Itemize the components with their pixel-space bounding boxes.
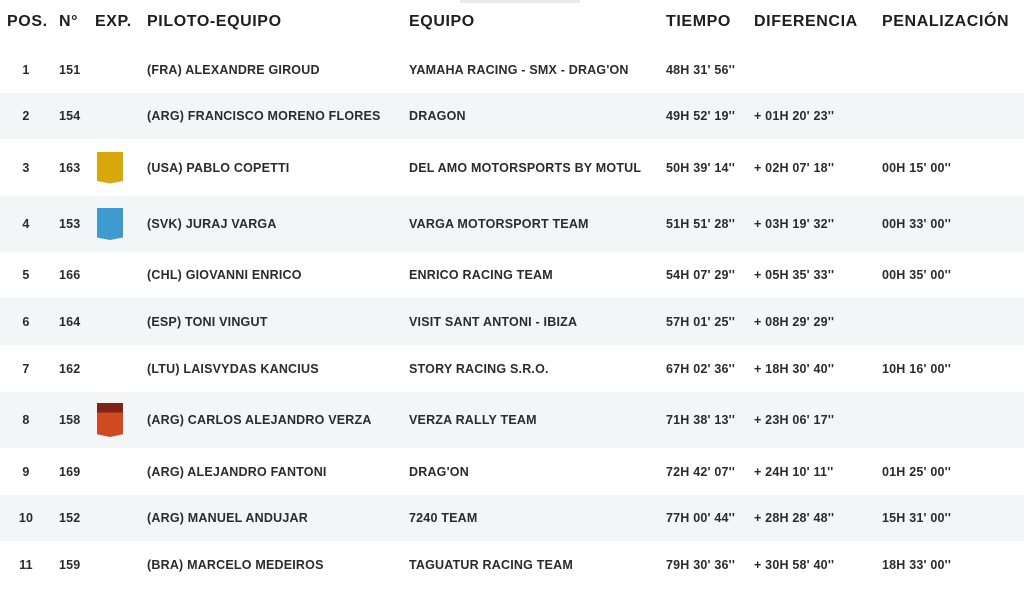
cell-num: 162 bbox=[59, 361, 81, 376]
cell-pos: 1 bbox=[22, 62, 30, 77]
cell-pen: 01H 25' 00'' bbox=[882, 464, 952, 479]
header-diff: DIFERENCIA bbox=[754, 13, 858, 30]
cell-pos: 9 bbox=[22, 464, 30, 479]
cell-rider: (LTU) LAISVYDAS KANCIUS bbox=[147, 361, 319, 376]
cell-rider: (ARG) MANUEL ANDUJAR bbox=[147, 511, 308, 525]
cell-diff: + 01H 20' 23'' bbox=[754, 109, 835, 123]
red-flag-icon bbox=[97, 403, 123, 437]
cell-num: 152 bbox=[59, 511, 81, 525]
cell-pen: 00H 15' 00'' bbox=[882, 160, 952, 175]
table-row bbox=[0, 196, 1024, 252]
cell-num: 164 bbox=[59, 314, 81, 329]
cell-pos: 2 bbox=[22, 109, 30, 123]
table-header bbox=[0, 0, 1024, 46]
cell-diff: + 08H 29' 29'' bbox=[754, 314, 835, 329]
cell-time: 67H 02' 36'' bbox=[666, 361, 736, 376]
cell-rider: (FRA) ALEXANDRE GIROUD bbox=[147, 62, 320, 77]
cell-team: 7240 TEAM bbox=[409, 511, 478, 525]
cell-team: DEL AMO MOTORSPORTS BY MOTUL bbox=[409, 160, 642, 175]
header-rider: PILOTO-EQUIPO bbox=[147, 13, 282, 30]
cell-pos: 7 bbox=[22, 361, 30, 376]
header-exp: EXP. bbox=[95, 13, 132, 30]
cell-team: DRAGON bbox=[409, 109, 466, 123]
cell-pen: 10H 16' 00'' bbox=[882, 361, 952, 376]
cell-diff: + 28H 28' 48'' bbox=[754, 511, 835, 525]
cell-team: VARGA MOTORSPORT TEAM bbox=[409, 217, 589, 231]
cell-diff: + 23H 06' 17'' bbox=[754, 413, 835, 427]
cell-time: 51H 51' 28'' bbox=[666, 217, 736, 231]
cell-time: 57H 01' 25'' bbox=[666, 314, 736, 329]
cell-pos: 10 bbox=[18, 511, 34, 525]
cell-team: VISIT SANT ANTONI - IBIZA bbox=[409, 314, 578, 329]
table-row bbox=[0, 252, 1024, 298]
cell-team: DRAG'ON bbox=[409, 464, 469, 479]
cell-diff: + 02H 07' 18'' bbox=[754, 160, 835, 175]
cell-time: 77H 00' 44'' bbox=[666, 511, 736, 525]
cell-time: 50H 39' 14'' bbox=[666, 160, 736, 175]
cell-team: VERZA RALLY TEAM bbox=[409, 413, 537, 427]
cell-pen: 15H 31' 00'' bbox=[882, 511, 952, 525]
cell-pen: 00H 33' 00'' bbox=[882, 217, 952, 231]
gold-flag-icon bbox=[97, 152, 123, 184]
cell-pos: 6 bbox=[22, 314, 30, 329]
table-row bbox=[0, 345, 1024, 392]
cell-num: 159 bbox=[59, 558, 81, 572]
table-row bbox=[0, 46, 1024, 93]
table-row bbox=[0, 298, 1024, 345]
cell-diff: + 18H 30' 40'' bbox=[754, 361, 835, 376]
cell-rider: (ESP) TONI VINGUT bbox=[147, 314, 268, 329]
cell-pen: 00H 35' 00'' bbox=[882, 268, 952, 282]
table-row bbox=[0, 541, 1024, 589]
cell-diff: + 05H 35' 33'' bbox=[754, 268, 835, 282]
cell-num: 166 bbox=[59, 268, 81, 282]
table-row bbox=[0, 139, 1024, 196]
cell-time: 54H 07' 29'' bbox=[666, 268, 736, 282]
cell-num: 169 bbox=[59, 464, 81, 479]
blue-flag-icon bbox=[97, 208, 123, 240]
cell-team: ENRICO RACING TEAM bbox=[409, 268, 553, 282]
cell-rider: (ARG) CARLOS ALEJANDRO VERZA bbox=[147, 413, 372, 427]
cell-time: 71H 38' 13'' bbox=[666, 413, 736, 427]
cell-team: TAGUATUR RACING TEAM bbox=[409, 558, 573, 572]
cell-team: YAMAHA RACING - SMX - DRAG'ON bbox=[409, 62, 629, 77]
header-team: EQUIPO bbox=[409, 13, 475, 30]
cell-time: 79H 30' 36'' bbox=[666, 558, 736, 572]
cell-diff: + 24H 10' 11'' bbox=[754, 464, 834, 479]
table-row bbox=[0, 392, 1024, 448]
cell-time: 72H 42' 07'' bbox=[666, 464, 736, 479]
cell-rider: (ARG) ALEJANDRO FANTONI bbox=[147, 464, 327, 479]
cell-pos: 8 bbox=[22, 413, 30, 427]
cell-rider: (CHL) GIOVANNI ENRICO bbox=[147, 268, 302, 282]
cell-team: STORY RACING S.R.O. bbox=[409, 361, 549, 376]
cell-rider: (BRA) MARCELO MEDEIROS bbox=[147, 558, 324, 572]
cell-num: 154 bbox=[59, 109, 81, 123]
cell-pos: 5 bbox=[22, 268, 30, 282]
cell-pos: 4 bbox=[22, 217, 30, 231]
header-pos: POS. bbox=[7, 13, 48, 30]
cell-pos: 3 bbox=[22, 160, 30, 175]
cell-rider: (SVK) JURAJ VARGA bbox=[147, 217, 277, 231]
cell-num: 151 bbox=[59, 62, 81, 77]
table-row bbox=[0, 448, 1024, 495]
cell-diff: + 30H 58' 40'' bbox=[754, 558, 835, 572]
table-row bbox=[0, 495, 1024, 541]
cell-num: 163 bbox=[59, 160, 81, 175]
cell-pen: 18H 33' 00'' bbox=[882, 558, 952, 572]
cell-num: 158 bbox=[59, 413, 81, 427]
header-pen: PENALIZACIÓN bbox=[882, 13, 1010, 30]
cell-time: 49H 52' 19'' bbox=[666, 109, 736, 123]
cell-diff: + 03H 19' 32'' bbox=[754, 217, 835, 231]
cell-num: 153 bbox=[59, 217, 81, 231]
cell-time: 48H 31' 56'' bbox=[666, 62, 736, 77]
cell-rider: (USA) PABLO COPETTI bbox=[147, 160, 290, 175]
header-num: N° bbox=[59, 13, 79, 30]
cell-pos: 11 bbox=[19, 558, 33, 572]
header-time: TIEMPO bbox=[666, 13, 731, 30]
cell-rider: (ARG) FRANCISCO MORENO FLORES bbox=[147, 109, 381, 123]
table-row bbox=[0, 93, 1024, 139]
